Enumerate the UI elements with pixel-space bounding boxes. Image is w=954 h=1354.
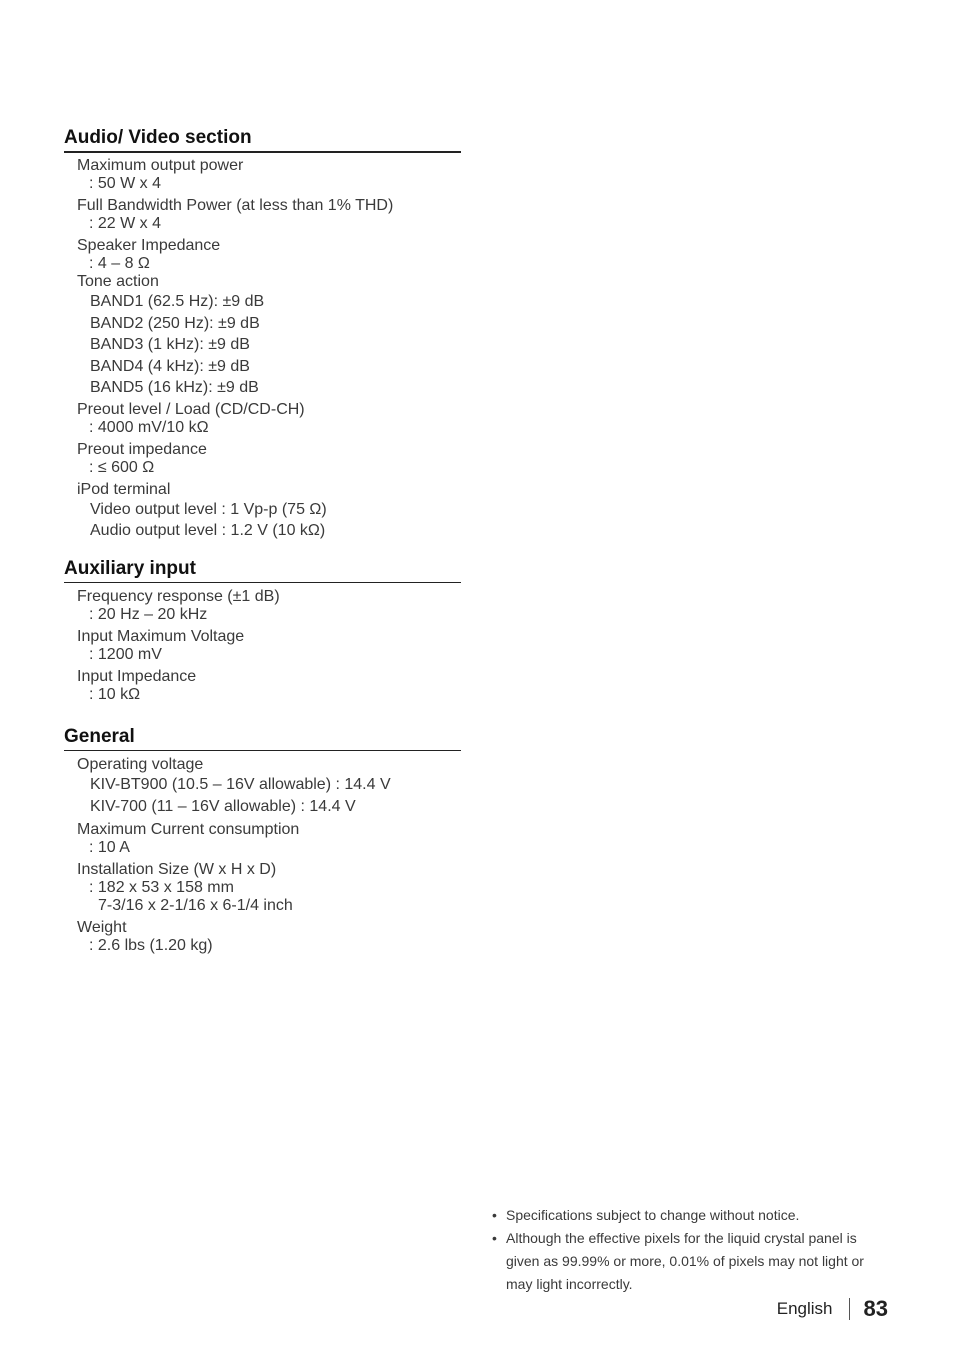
- band-item: BAND2 (250 Hz): ±9 dB: [90, 314, 260, 332]
- spec-operating-voltage: [77, 756, 461, 817]
- spec-label: Installation Size (W x H x D): [77, 861, 277, 878]
- spec-preout-level: [77, 401, 461, 437]
- voltage-item: KIV-BT900 (10.5 – 16V allowable) : 14.4 V: [90, 776, 391, 793]
- band-item: BAND3 (1 kHz): ±9 dB: [90, 336, 250, 353]
- spec-label: Preout impedance: [77, 440, 207, 458]
- note-text: Specifications subject to change without notice.: [506, 1207, 800, 1223]
- spec-label: Input Maximum Voltage: [77, 628, 245, 645]
- spec-value-inch: 7-3/16 x 2-1/16 x 6-1/4 inch: [98, 897, 293, 914]
- spec-label: Frequency response (±1 dB): [77, 588, 280, 605]
- general-section: [64, 726, 461, 959]
- spec-input-impedance: [77, 668, 461, 704]
- spec-label: Operating voltage: [77, 756, 204, 773]
- spec-installation-size: [77, 861, 461, 915]
- spec-label: Preout level / Load (CD/CD-CH): [77, 400, 305, 418]
- spec-value: : 182 x 53 x 158 mm: [89, 879, 234, 896]
- auxiliary-input-section: [64, 558, 461, 708]
- band-item: BAND1 (62.5 Hz): ±9 dB: [90, 293, 265, 310]
- ipod-item: Video output level : 1 Vp-p (75 Ω): [90, 500, 327, 518]
- spec-frequency-response: [77, 588, 461, 624]
- spec-value: : 50 W x 4: [89, 175, 162, 192]
- page-footer: [777, 1294, 888, 1324]
- spec-label: Speaker Impedance: [77, 237, 221, 254]
- spec-value: : 20 Hz – 20 kHz: [89, 606, 208, 623]
- page-number: 83: [863, 1296, 888, 1321]
- note-item: [490, 1204, 880, 1227]
- spec-label: iPod terminal: [77, 480, 171, 498]
- band-item: BAND4 (4 kHz): ±9 dB: [90, 357, 250, 375]
- audio-video-section: [64, 127, 461, 546]
- spec-value: : 4000 mV/10 kΩ: [89, 418, 209, 436]
- spec-max-output-power: [77, 157, 461, 193]
- spec-value: : 1200 mV: [89, 646, 162, 663]
- spec-value: : 22 W x 4: [89, 215, 162, 232]
- spec-value: : ≤ 600 Ω: [89, 458, 155, 476]
- section-heading: Auxiliary input: [64, 558, 461, 583]
- band-item: BAND5 (16 kHz): ±9 dB: [90, 379, 259, 396]
- spec-label: Weight: [77, 919, 127, 936]
- spec-ipod-terminal: [77, 481, 461, 542]
- spec-preout-impedance: [77, 441, 461, 477]
- spec-label: Input Impedance: [77, 668, 197, 685]
- spec-value: : 10 kΩ: [89, 686, 141, 703]
- notes-list: [490, 1204, 880, 1296]
- spec-value: : 2.6 lbs (1.20 kg): [89, 937, 213, 954]
- spec-value: : 4 – 8 Ω: [89, 255, 150, 272]
- spec-label: Full Bandwidth Power (at less than 1% THD): [77, 197, 394, 214]
- spec-label: Maximum output power: [77, 157, 244, 174]
- footer-language: English: [776, 1299, 833, 1318]
- spec-weight: [77, 919, 461, 955]
- note-text: Although the effective pixels for the liquid crystal panel is given as 99.99% or more, 0.01% of pixels may not light or may light incorrectly.: [506, 1230, 864, 1292]
- ipod-item: Audio output level : 1.2 V (10 kΩ): [90, 522, 326, 539]
- spec-value: : 10 A: [89, 839, 130, 856]
- spec-input-max-voltage: [77, 628, 461, 664]
- bullet-icon: •: [492, 1207, 497, 1223]
- note-item: [490, 1227, 880, 1296]
- section-heading: General: [64, 726, 461, 751]
- spec-label: Tone action: [77, 273, 159, 290]
- bullet-icon: •: [492, 1230, 497, 1246]
- section-heading: Audio/ Video section: [64, 127, 461, 153]
- spec-full-bandwidth-power: [77, 197, 461, 233]
- voltage-item: KIV-700 (11 – 16V allowable) : 14.4 V: [90, 797, 356, 815]
- spec-max-current: [77, 821, 461, 857]
- spec-label: Maximum Current consumption: [77, 821, 300, 838]
- spec-speaker-impedance: [77, 237, 461, 273]
- footer-divider: [849, 1298, 850, 1320]
- spec-tone-action: [77, 273, 461, 399]
